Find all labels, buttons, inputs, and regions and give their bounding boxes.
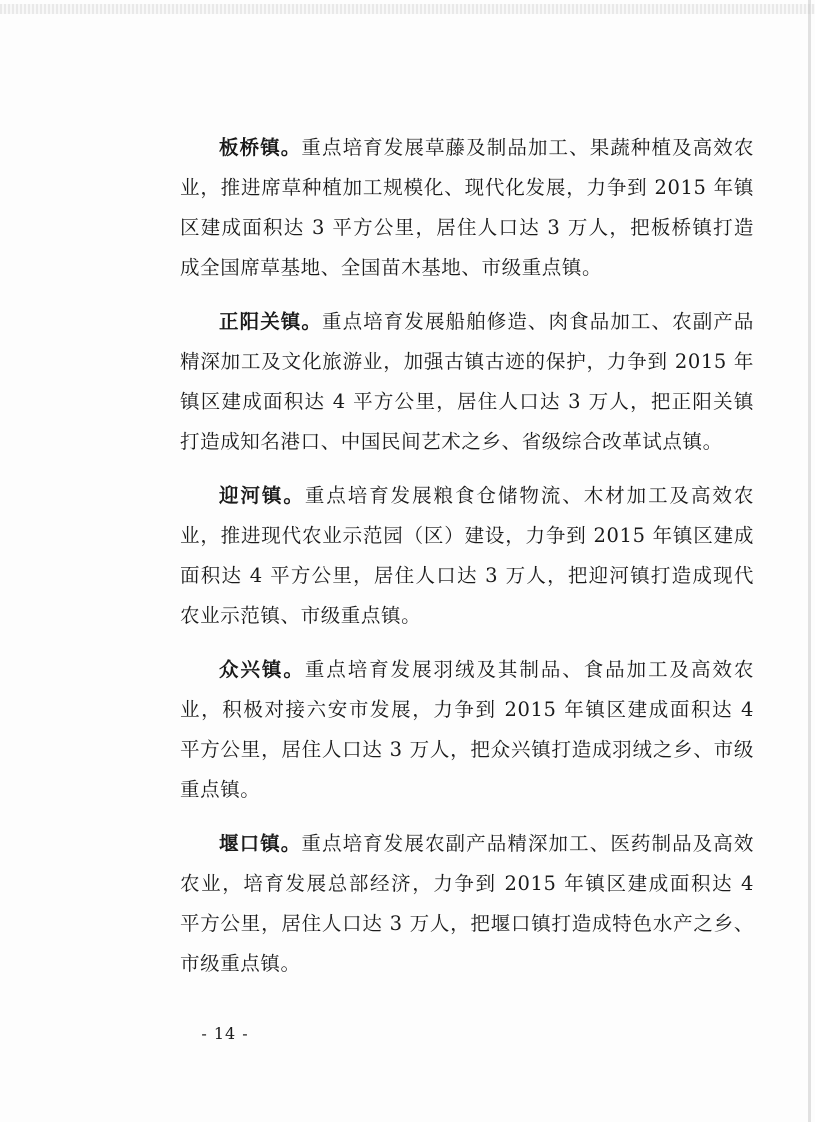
page-number: - 14 -: [201, 1024, 249, 1043]
paragraph-text: 重点培育发展粮食仓储物流、木材加工及高效农业，推进现代农业示范园（区）建设，力争到 2015 年镇区建成面积达 4 平方公里，居住人口达 3 万人，把迎河镇打造成现代农业示范镇、市级重点镇。: [180, 484, 754, 627]
town-name: 堰口镇。: [219, 832, 302, 855]
town-name: 众兴镇。: [219, 658, 305, 681]
town-name: 迎河镇。: [219, 484, 305, 507]
paragraph-banqiao: [180, 128, 754, 288]
paragraph-yankou: [180, 824, 754, 984]
scan-edge-right: [808, 0, 811, 1122]
paragraph-text: 重点培育发展船舶修造、肉食品加工、农副产品精深加工及文化旅游业，加强古镇古迹的保护，力争到 2015 年镇区建成面积达 4 平方公里，居住人口达 3 万人，把正阳关镇打造成知名港口、中国民间艺术之乡、省级综合改革试点镇。: [180, 310, 754, 453]
scan-edge-top: [0, 4, 815, 14]
paragraph-zhengyangguan: [180, 302, 754, 462]
paragraph-text: 重点培育发展草藤及制品加工、果蔬种植及高效农业，推进席草种植加工规模化、现代化发展，力争到 2015 年镇区建成面积达 3 平方公里，居住人口达 3 万人，把板桥镇打造成全国席草基地、全国苗木基地、市级重点镇。: [180, 136, 754, 279]
document-body: [180, 128, 754, 998]
town-name: 板桥镇。: [219, 136, 302, 159]
paragraph-text: 重点培育发展农副产品精深加工、医药制品及高效农业，培育发展总部经济，力争到 2015 年镇区建成面积达 4 平方公里，居住人口达 3 万人，把堰口镇打造成特色水产之乡、市级重点镇。: [180, 832, 754, 975]
paragraph-zhongxing: [180, 650, 754, 810]
paragraph-yinghe: [180, 476, 754, 636]
town-name: 正阳关镇。: [219, 310, 322, 333]
paragraph-text: 重点培育发展羽绒及其制品、食品加工及高效农业，积极对接六安市发展，力争到 2015 年镇区建成面积达 4 平方公里，居住人口达 3 万人，把众兴镇打造成羽绒之乡、市级重点镇。: [180, 658, 754, 801]
